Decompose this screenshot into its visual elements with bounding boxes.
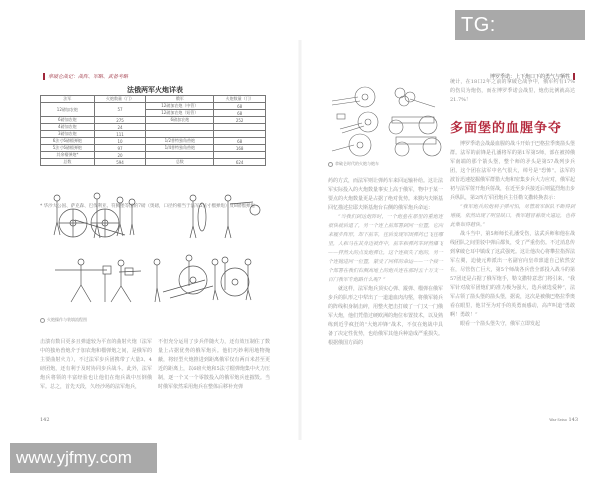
table-cell: 275 [94, 117, 146, 124]
left-running-head [40, 73, 128, 80]
watermark-top: TG: MYYJJPP [455, 10, 585, 40]
table-title: 法俄两军火炮详表 [127, 86, 183, 94]
body-paragraph: 战斗当中，第5师师长孔潘受伤，法武兵师和他在战线团队之间里驳中弹后都负，受了严重伤伤。不过消息传到拿破仑耳中镇成了这武强死。这让他决心将攀拉指挥法军左翼，迫使元帅派出一名副官向皇帝禀道自己依然安在，尽管伤亡巨大，第5个师战各兵营全部投入战斗的第57团还是占据了俄军炮手，勒文撒特意悲门将引来，“我军针对敌军团炮们的准力极为强大，选兵就选爱种”，法军占领了箭头堡的箭头堡，据说，这次是被俄巴格拉季奥看在眼里，他甘至为对手的英勇而感动，高声叫道“勇敢啊！勇敢！” [450, 231, 576, 318]
left-page-number: 142 [40, 417, 50, 423]
left-illustration-caption [40, 317, 87, 323]
left-caption-text: 火炮操作与装填流程图 [47, 317, 87, 322]
gun-crew-illustration [45, 190, 270, 325]
body-paragraph: 统计，在18口2年之前的拿破仑战争中，俄军约有17%的伤员为炮伤，而在博罗季诺会战里，炮伤比例就高达21.7%！ [450, 79, 575, 103]
table-cell: 总数 [146, 159, 214, 166]
table-cell: 57 [94, 103, 146, 117]
folio-label: War Seiso [549, 418, 567, 422]
caption-marker-icon [40, 318, 45, 323]
body-paragraph: 药的方式，而法军则让弹药车来回运输补给。这让法军实际投入的火炮数量事实上高于俄军，物中于某一要点的火炮数量更是占据了绝对优势。米默内夫斯基回忆描述拉耶夫斯基炮台右侧的俄军炮兵命运： [328, 178, 444, 211]
table-cell: 12磅加农炮（短管） [146, 110, 214, 117]
table-cell: 24 [94, 124, 146, 131]
table-cell: 12磅加农炮 [41, 103, 95, 117]
table-cell [146, 124, 214, 131]
body-paragraph: 博罗季诺会战最血腥的战斗开始于巴格拉季奥箭头堡群。法军的前锋是孔潘将军的第1军第5师，部在被掉俄军南端的那个箭头堡，整个师的矛头是第57战列步兵团，这个团在法军中名气很大，绰号是“恐怖”。法军的波旨迅速挖掘俄军群猎大炮和密集步兵大力应对，俄军起初与法军射开炮兵射战，在近至步兵接近后则猛烈炮击步兵纵队，第2西方军团炮兵主任勒文撒转换表示： [450, 141, 576, 201]
right-body-column-1 [328, 177, 443, 348]
table-cell: 68 [214, 138, 266, 145]
right-running-head-text: 博罗季诺：上下炮口下的勇气与牺牲 [489, 74, 570, 80]
body-paragraph: 眼看一个箭头堡失守，俄军立即发起 [460, 321, 541, 327]
table-cell [214, 131, 266, 138]
table-header-cell: 法军 [41, 96, 95, 103]
table-cell: 5法寸6磅榴弹炮 [41, 145, 95, 152]
table-cell: 594 [94, 159, 146, 166]
table-row [41, 124, 266, 131]
left-body-column-2 [158, 338, 270, 392]
right-page-number: 143 [568, 417, 578, 423]
section-title: 多面堡的血腥争夺 [450, 121, 563, 136]
artillery-table [40, 95, 266, 166]
table-row [41, 103, 266, 110]
right-caption-text: 拿破仑时代的火炮与炮车 [335, 161, 379, 166]
table-cell: 624 [214, 159, 266, 166]
table-row [41, 145, 266, 152]
table-cell: 20 [94, 152, 146, 159]
left-page [0, 55, 300, 435]
table-cell: 68 [214, 103, 266, 110]
table-cell: 168 [214, 145, 266, 152]
left-body-column-1 [40, 338, 152, 392]
table-cell: 其余榴弹炮* [41, 152, 95, 159]
watermark-bottom: www.yjfmy.com [10, 443, 157, 473]
table-cell: 12磅加农炮（中管） [146, 103, 214, 110]
body-paragraph: 不但充分运用了步兵伴随火力，还有效压制住了数量上占据优势的俄军炮兵。他们巧妙利用地物掩蔽，将轻型火炮推进到距离俄军仅有两百米甚至更近的距离上，以6磅火炮和5法寸榴弹炮集中火力压制，逐一个又一个零散投入的俄军炮兵连摧毁。当时俄军依然采用炮兵在整体后移补充弹 [158, 339, 270, 390]
table-cell: 6磅加农炮 [146, 117, 214, 124]
table-cell: 1/4普特独角兽炮 [146, 145, 214, 152]
table-cell: 6法寸6磅榴弹炮 [41, 138, 95, 145]
table-cell: 97 [94, 145, 146, 152]
right-page [300, 55, 600, 435]
left-running-head-text: 拿破仑战记：战阵、军略、武备考略 [48, 74, 129, 80]
table-cell: 6磅加农炮 [41, 117, 95, 124]
caption-marker-icon [328, 162, 333, 167]
right-body-column-2 [450, 140, 575, 329]
table-header-cell: 火炮数量（门） [94, 96, 146, 103]
table-cell: 111 [94, 131, 146, 138]
table-footnote: * 华沙大公国、萨克森、巴伐利亚、符腾堡等国的7磅（奥磅，口径约相当于法军5法寸榴弹炮）及8磅榴弹炮 [40, 204, 255, 209]
right-illustration-caption [328, 161, 379, 167]
right-body-column-2-intro [450, 78, 575, 105]
table-row [41, 131, 266, 138]
table-cell [214, 152, 266, 159]
table-header-cell: 火炮数量（门） [214, 96, 266, 103]
table-cell: 1/2普特独角兽炮 [146, 138, 214, 145]
table-cell: 总数 [41, 159, 95, 166]
table-cell: 10 [94, 138, 146, 145]
table-cell: 3磅加农炮 [41, 131, 95, 138]
table-header-cell: 俄军 [146, 96, 214, 103]
header-bar-decoration [43, 73, 45, 80]
cannon-carriages-illustration [330, 85, 445, 157]
table-header-row [41, 96, 266, 103]
right-page-footer [549, 417, 578, 423]
body-paragraph: 击溃有数目更多且弹道较为平直的曲射火炮（法军中的独角兽炮介于加农炮和榴弹炮之间，是俄军的主要曲射火力），不过法军步兵团携带了大量3、4磅团炮，还有利于及时协同步兵战斗。此外，法军炮兵将领的丰富经验也让他们在炮兵战中压倒俄军。总之，首先天段，久经沙场的法军炮兵， [40, 339, 152, 390]
table-cell [146, 131, 214, 138]
table-cell: 252 [214, 117, 266, 124]
quote-paragraph: “我军炮兵的炮利子弹可怕，尽管敌军纵队不断得到增援，依然出现了明显缺口，我军越冒着敌火逼近，也将此集如得越快。” [450, 204, 576, 228]
table-row [41, 152, 266, 159]
table-cell: 4磅加农炮 [41, 124, 95, 131]
table-row [41, 138, 266, 145]
table-total-row [41, 159, 266, 166]
body-paragraph: 就这样，法军炮兵顶实心弹、霰弹、榴弹在俄军步兵的队形之中犁出了一道道血肉沟壑，将俄军骑兵的阵线积身制击碎，用整火把击打破了一门又一门俄军大炮，他们凭借过硬欧洲的炮位布置技术，以及熟练到近乎疯狂的“大炮冲锋”战术，不仅在炮战中具备了决定性优势，也给俄军其他兵种造成严重损失。根据俄国方面的 [328, 286, 444, 346]
table-cell: 68 [214, 110, 266, 117]
table-row [41, 117, 266, 124]
table-cell [146, 152, 214, 159]
table-cell [214, 124, 266, 131]
quote-paragraph: “当我们到达炮阵时，一个炮垒在那里的重炮连很快就后退了，另一个连上前部署到同一位置，它向来履步阵形，却下前车，往后发现军团弹药已飞往哪里，人和马在其身边被炸中，前车和弹药车砰然爆飞——猝然大的点发炮弹让，这个连损失了炮的，另一个连抛进同一位置，蒙受了同样的命运——一个接一个部署在我们右侧高地上的炮兵连在那时五十万支一百门我军专炮路什么呢？” [328, 214, 444, 283]
